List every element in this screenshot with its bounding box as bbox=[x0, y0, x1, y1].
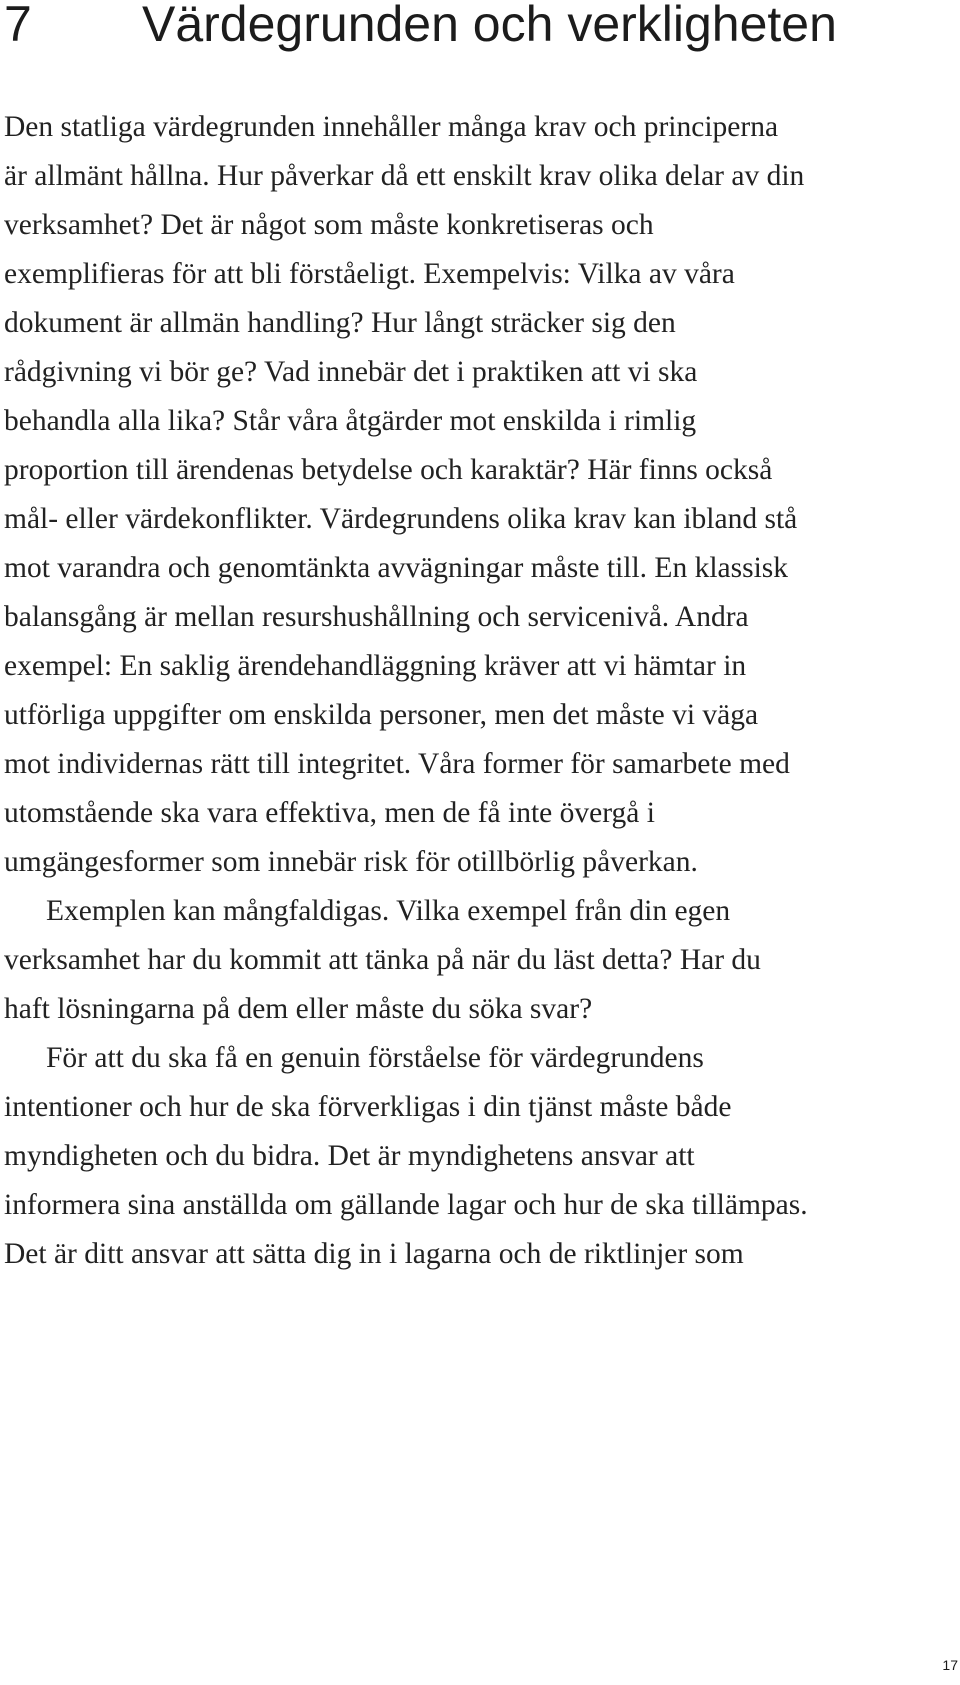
text-line: proportion till ärendenas betydelse och karaktär? Här finns också bbox=[4, 454, 773, 486]
text-line: mål- eller värdekonflikter. Värdegrundens olika krav kan ibland stå bbox=[4, 503, 798, 535]
text-line: exemplifieras för att bli förståeligt. Exempelvis: Vilka av våra bbox=[4, 258, 735, 290]
chapter-title: Värdegrunden och verkligheten bbox=[142, 0, 837, 52]
paragraph-start-line: Exemplen kan mångfaldigas. Vilka exempel från din egen bbox=[46, 895, 731, 927]
text-line: behandla alla lika? Står våra åtgärder mot enskilda i rimlig bbox=[4, 405, 697, 437]
text-line: Det är ditt ansvar att sätta dig in i lagarna och de riktlinjer som bbox=[4, 1238, 744, 1270]
page-number: 17 bbox=[942, 1657, 958, 1673]
text-line: umgängesformer som innebär risk för otillbörlig påverkan. bbox=[4, 846, 698, 878]
text-line: myndigheten och du bidra. Det är myndighetens ansvar att bbox=[4, 1140, 695, 1172]
text-line: mot individernas rätt till integritet. Våra former för samarbete med bbox=[4, 748, 790, 780]
text-line: utförliga uppgifter om enskilda personer, men det måste vi väga bbox=[4, 699, 759, 731]
text-line: Den statliga värdegrunden innehåller många krav och principerna bbox=[4, 111, 779, 143]
text-line: dokument är allmän handling? Hur långt sträcker sig den bbox=[4, 307, 676, 339]
text-line: intentioner och hur de ska förverkligas i din tjänst måste både bbox=[4, 1091, 732, 1123]
text-line: balansgång är mellan resurshushållning och servicenivå. Andra bbox=[4, 601, 749, 633]
text-line: haft lösningarna på dem eller måste du söka svar? bbox=[4, 993, 593, 1025]
text-line: är allmänt hållna. Hur påverkar då ett enskilt krav olika delar av din bbox=[4, 160, 805, 192]
text-line: exempel: En saklig ärendehandläggning kräver att vi hämtar in bbox=[4, 650, 747, 682]
text-line: mot varandra och genomtänkta avvägningar måste till. En klassisk bbox=[4, 552, 788, 584]
chapter-number: 7 bbox=[4, 0, 32, 52]
chapter-heading bbox=[0, 0, 960, 54]
paragraph-start-line: För att du ska få en genuin förståelse för värdegrundens bbox=[46, 1042, 704, 1074]
text-line: rådgivning vi bör ge? Vad innebär det i praktiken att vi ska bbox=[4, 356, 698, 388]
body-text bbox=[4, 103, 959, 1279]
text-line: utomstående ska vara effektiva, men de få inte övergå i bbox=[4, 797, 655, 829]
text-line: informera sina anställda om gällande lagar och hur de ska tillämpas. bbox=[4, 1189, 808, 1221]
text-line: verksamhet? Det är något som måste konkretiseras och bbox=[4, 209, 654, 241]
text-line: verksamhet har du kommit att tänka på när du läst detta? Har du bbox=[4, 944, 761, 976]
